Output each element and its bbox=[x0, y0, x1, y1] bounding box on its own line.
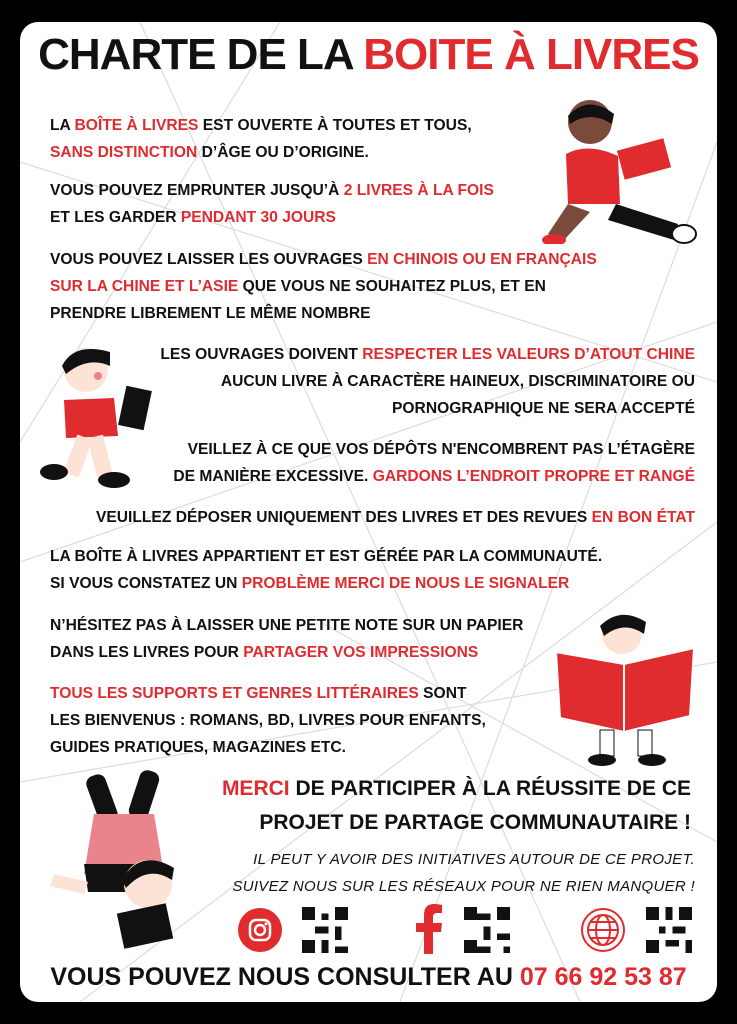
rule-notes: N’HÉSITEZ PAS À LAISSER UNE PETITE NOTE SUR UN PAPIER DANS LES LIVRES POUR PARTAGER VOS IMPRESSIONS bbox=[50, 617, 524, 661]
social-note: IL PEUT Y AVOIR DES INITIATIVES AUTOUR DE CE PROJET. SUIVEZ NOUS SUR LES RÉSEAUX POUR NE RIEN MANQUER ! bbox=[232, 851, 695, 895]
rule-open-to-all: LA BOÎTE À LIVRES EST OUVERTE À TOUTES ET TOUS, SANS DISTINCTION D’ÂGE OU D’ORIGINE. bbox=[50, 117, 472, 161]
thanks-message: MERCI DE PARTICIPER À LA RÉUSSITE DE CE PROJET DE PARTAGE COMMUNAUTAIRE ! bbox=[221, 777, 691, 834]
website-qr-code[interactable] bbox=[646, 907, 692, 953]
reading-child-illustration-1 bbox=[528, 94, 698, 244]
phone-number[interactable]: 07 66 92 53 87 bbox=[519, 963, 687, 991]
facebook-qr-code[interactable] bbox=[464, 907, 510, 953]
rule-borrow-limit: VOUS POUVEZ EMPRUNTER JUSQU’À 2 LIVRES À LA FOIS ET LES GARDER PENDANT 30 JOURS bbox=[50, 182, 494, 226]
facebook-icon[interactable] bbox=[415, 904, 445, 954]
poster-card bbox=[20, 22, 717, 1002]
rule-languages: VOUS POUVEZ LAISSER LES OUVRAGES EN CHINOIS OU EN FRANÇAIS SUR LA CHINE ET L’ASIE QUE VOUS NE SOUHAITEZ PLUS, ET EN PRENDRE LIBREMENT LE MÊME NOMBRE bbox=[50, 251, 597, 322]
footer-contact bbox=[20, 963, 717, 992]
rule-values: LES OUVRAGES DOIVENT RESPECTER LES VALEURS D’ATOUT CHINE AUCUN LIVRE À CARACTÈRE HAINEUX, DISCRIMINATOIRE OU PORNOGRAPHIQUE NE SERA ACCEPTÉ bbox=[160, 346, 695, 417]
globe-icon[interactable] bbox=[581, 908, 625, 952]
title-part-1: CHARTE DE LA bbox=[38, 30, 364, 79]
page-title bbox=[20, 30, 717, 80]
title-part-2: BOITE À LIVRES bbox=[363, 30, 699, 79]
rule-genres: TOUS LES SUPPORTS ET GENRES LITTÉRAIRES SONT LES BIENVENUS : ROMANS, BD, LIVRES POUR ENFANTS, GUIDES PRATIQUES, MAGAZINES ETC. bbox=[50, 685, 486, 756]
rule-good-condition: VEUILLEZ DÉPOSER UNIQUEMENT DES LIVRES ET DES REVUES EN BON ÉTAT bbox=[95, 509, 695, 526]
instagram-qr-code[interactable] bbox=[302, 907, 348, 953]
footer-text: VOUS POUVEZ NOUS CONSULTER AU bbox=[50, 963, 520, 991]
reading-child-illustration-4 bbox=[44, 764, 194, 954]
reading-child-illustration-3 bbox=[550, 606, 700, 766]
reading-child-illustration-2 bbox=[34, 340, 164, 490]
rule-community: LA BOÎTE À LIVRES APPARTIENT ET EST GÉRÉE PAR LA COMMUNAUTÉ. SI VOUS CONSTATEZ UN PROBLÈME MERCI DE NOUS LE SIGNALER bbox=[50, 548, 603, 592]
rule-clutter: VEILLEZ À CE QUE VOS DÉPÔTS N'ENCOMBRENT PAS L’ÉTAGÈRE DE MANIÈRE EXCESSIVE. GARDONS L’ENDROIT PROPRE ET RANGÉ bbox=[173, 441, 695, 485]
instagram-icon[interactable] bbox=[238, 908, 282, 952]
